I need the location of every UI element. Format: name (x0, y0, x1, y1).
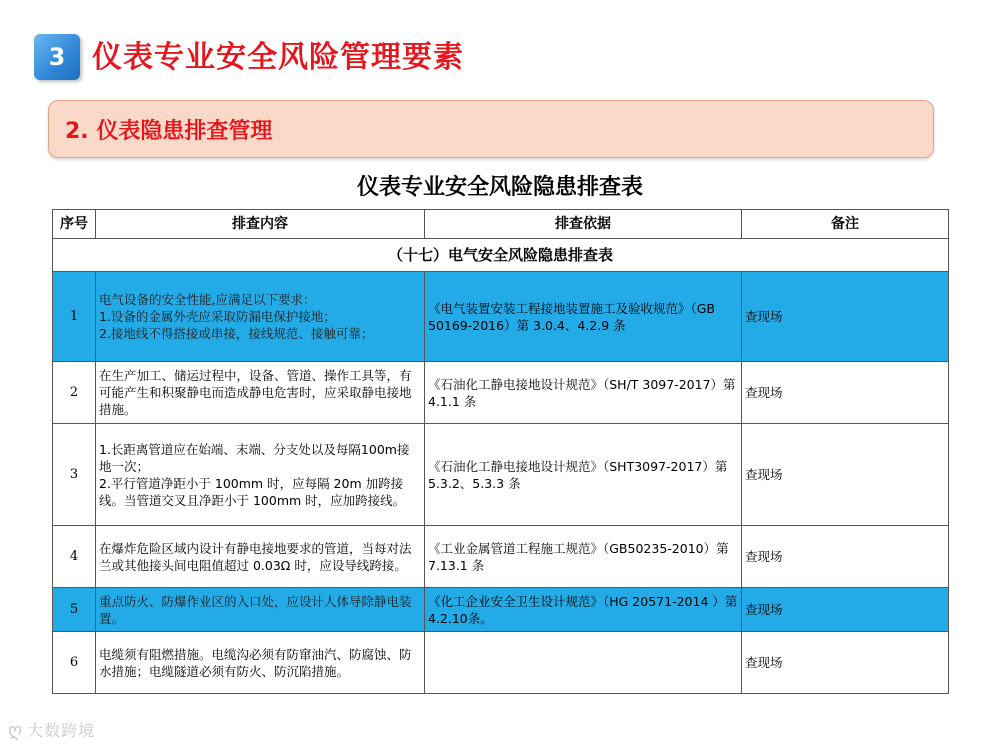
column-header-basis: 排查依据 (425, 210, 742, 239)
row-number: 5 (53, 588, 96, 632)
content-line: 电缆须有阻燃措施。电缆沟必须有防窜油汽、防腐蚀、防水措施；电缆隧道必须有防火、防沉陷措施。 (99, 646, 412, 679)
content-line: 1.长距离管道应在始端、末端、分支处以及每隔100m接地一次； (99, 441, 410, 474)
row-basis (425, 632, 742, 694)
row-basis: 《化工企业安全卫生设计规范》（HG 20571-2014 ）第4.2.10条。 (425, 588, 742, 632)
content-line: 在爆炸危险区域内设计有静电接地要求的管道，当每对法兰或其他接头间电阻值超过 0.03Ω 时，应设导线跨接。 (99, 540, 412, 573)
table-row (53, 362, 949, 424)
content-line: 2.接地线不得搭接或串接，接线规范、接触可靠； (99, 326, 374, 341)
table-row (53, 272, 949, 362)
row-basis: 《电气装置安装工程接地装置施工及验收规范》（GB 50169-2016）第 3.0.4、4.2.9 条 (425, 272, 742, 362)
row-basis: 《工业金属管道工程施工规范》（GB50235-2010）第 7.13.1 条 (425, 526, 742, 588)
row-remark: 查现场 (742, 526, 949, 588)
row-remark: 查现场 (742, 632, 949, 694)
content-line: 2.平行管道净距小于 100mm 时，应每隔 20m 加跨接线。当管道交叉且净距小于 100mm 时，应加跨接线。 (99, 475, 406, 508)
row-number: 1 (53, 272, 96, 362)
row-basis: 《石油化工静电接地设计规范》（SH/T 3097-2017）第 4.1.1 条 (425, 362, 742, 424)
row-content (96, 362, 425, 424)
table-row (53, 632, 949, 694)
column-header-num: 序号 (53, 210, 96, 239)
subtitle-banner (48, 100, 934, 158)
table-row (53, 526, 949, 588)
content-line: 电气设备的安全性能,应满足以下要求： (99, 292, 316, 307)
hazard-check-table (52, 209, 949, 694)
row-number: 4 (53, 526, 96, 588)
row-basis: 《石油化工静电接地设计规范》（SHT3097-2017）第 5.3.2、5.3.3 条 (425, 424, 742, 526)
table-title: 仪表专业安全风险隐患排查表 (356, 175, 643, 200)
row-number: 3 (53, 424, 96, 526)
watermark (8, 718, 95, 741)
column-header-remark: 备注 (742, 210, 949, 239)
subtitle-text: 2. 仪表隐患排查管理 (65, 118, 273, 144)
row-remark: 查现场 (742, 362, 949, 424)
logo-icon: ღ (8, 720, 24, 741)
section-row (53, 239, 949, 272)
content-line: 1.设备的金属外壳应采取防漏电保护接地； (99, 309, 336, 324)
row-content (96, 424, 425, 526)
section-number-badge: 3 (34, 34, 80, 80)
table-row (53, 588, 949, 632)
row-content (96, 632, 425, 694)
row-number: 6 (53, 632, 96, 694)
content-line: 在生产加工、储运过程中，设备、管道、操作工具等，有可能产生和积聚静电而造成静电危害时，应采取静电接地措施。 (99, 368, 412, 417)
watermark-text: 大数跨境 (27, 721, 96, 740)
row-content (96, 588, 425, 632)
section-title: （十七）电气安全风险隐患排查表 (53, 239, 949, 272)
table-header-row (53, 210, 949, 239)
column-header-content: 排查内容 (96, 210, 425, 239)
content-line: 重点防火、防爆作业区的入口处，应设计人体导除静电装置。 (99, 593, 412, 626)
row-remark: 查现场 (742, 272, 949, 362)
table-row (53, 424, 949, 526)
row-remark: 查现场 (742, 588, 949, 632)
page-title: 仪表专业安全风险管理要素 (92, 40, 464, 75)
row-number: 2 (53, 362, 96, 424)
row-content (96, 272, 425, 362)
row-remark: 查现场 (742, 424, 949, 526)
row-content (96, 526, 425, 588)
